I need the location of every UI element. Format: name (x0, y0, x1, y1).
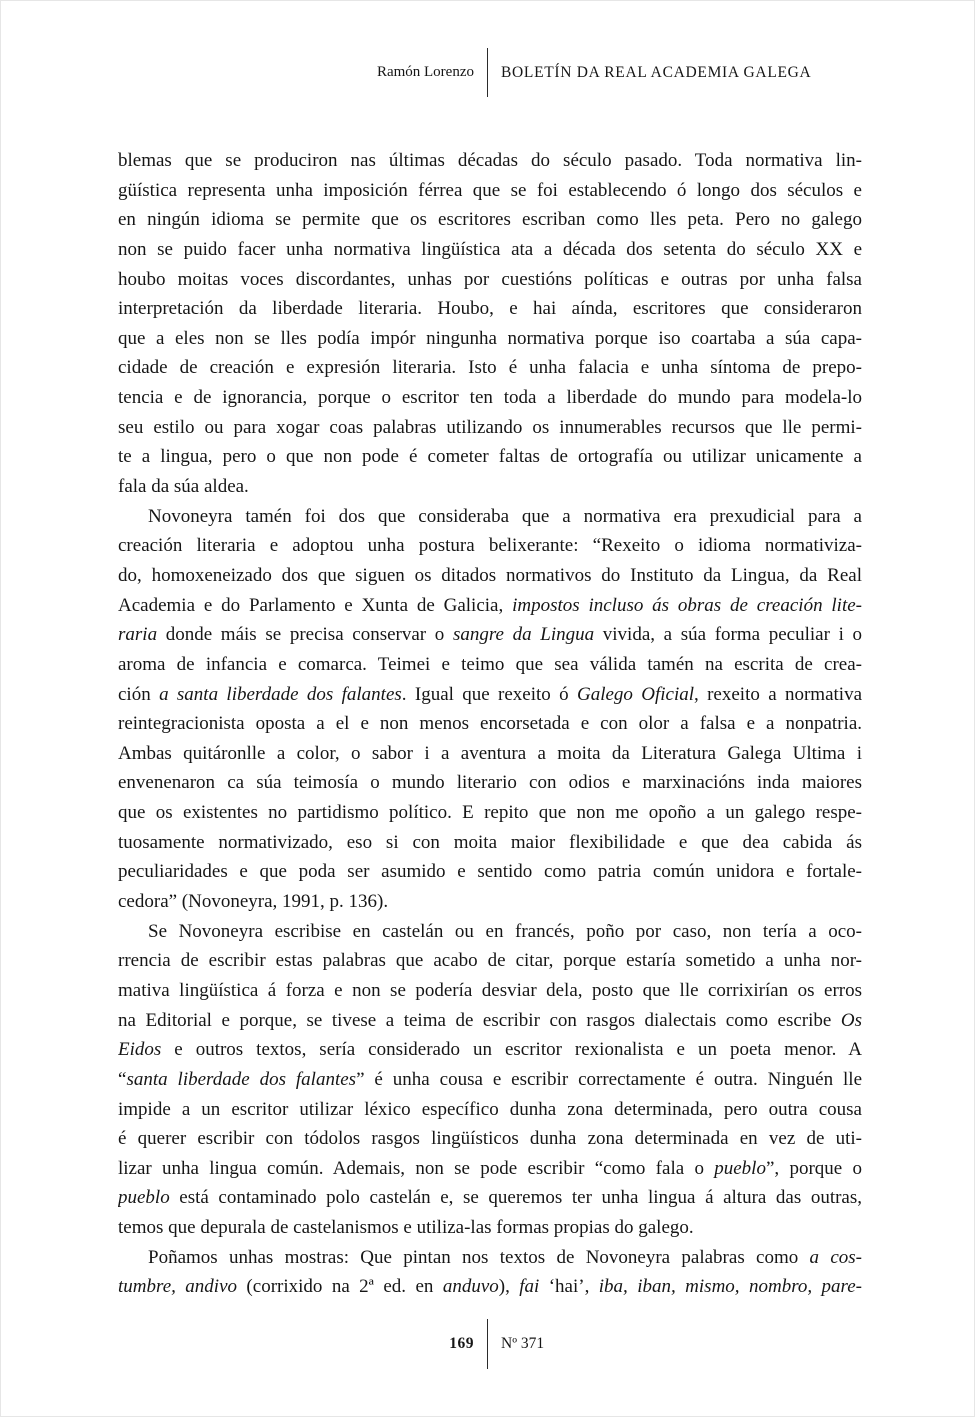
text-line: que a eles non se lles podía impór ningunha normativa porque iso coartaba a súa capa- (118, 327, 862, 349)
text-line: güística representa unha imposición férrea que se foi establecendo ó longo dos séculos e (118, 179, 862, 201)
text-line: lizar unha lingua común. Ademais, non se pode escribir “como fala o pueblo”, porque o (118, 1157, 862, 1179)
text-line: ción a santa liberdade dos falantes. Igual que rexeito ó Galego Oficial, rexeito a normativa (118, 683, 862, 705)
text-line: Poñamos unhas mostras: Que pintan nos textos de Novoneyra palabras como a cos- (148, 1246, 862, 1268)
text-line: “santa liberdade dos falantes” é unha cousa e escribir correctamente é outra. Ninguén lle (118, 1068, 862, 1090)
header-author: Ramón Lorenzo (376, 64, 474, 80)
text-line: non se puido facer unha normativa lingüística ata a década dos setenta do século XX e (118, 238, 862, 260)
text-line: na Editorial e porque, se tivese a teima de escribir con rasgos dialectais como escribe Os (118, 1009, 862, 1031)
header-journal-title: BOLETÍN DA REAL ACADEMIA GALEGA (501, 63, 812, 81)
text-line: en ningún idioma se permite que os escritores escriban como lles peta. Pero no galego (118, 209, 862, 231)
text-line: Academia e do Parlamento e Xunta de Galicia, impostos incluso ás obras de creación lite- (118, 594, 862, 616)
text-line: do, homoxeneizado dos que siguen os ditados normativos do Instituto da Lingua, da Real (118, 564, 862, 586)
text-line: mativa lingüística á forza e non se podería desviar dela, posto que lle corrixirían os erros (118, 979, 862, 1001)
text-line: é querer escribir con tódolos rasgos lingüísticos dunha zona determinada en vez de uti- (118, 1128, 862, 1150)
text-line: cedora” (Novoneyra, 1991, p. 136). (118, 891, 389, 913)
text-line: aroma de infancia e comarca. Teimei e teimo que sea válida tamén na escrita de crea- (118, 653, 862, 675)
text-line: tumbre, andivo (corrixido na 2ª ed. en anduvo), fai ‘hai’, iba, iban, mismo, nombro, pare- (118, 1276, 862, 1298)
article-body (118, 146, 862, 1302)
issue-number: Nº 371 (501, 1335, 545, 1352)
text-line: Eidos e outros textos, sería considerado un escritor rexionalista e un poeta menor. A (118, 1039, 862, 1061)
text-line: envenenaron ca súa teimosía o mundo literario con odios e marxinacións inda maiores (118, 772, 862, 794)
text-line: houbo moitas voces discordantes, unhas por cuestións políticas e outras por unha falsa (118, 268, 862, 290)
text-line: blemas que se produciron nas últimas décadas do século pasado. Toda normativa lin- (118, 150, 862, 171)
page-footer (0, 1319, 975, 1369)
text-line: raria donde máis se precisa conservar o sangre da Lingua vivida, a súa forma peculiar i o (118, 624, 862, 646)
text-line: reintegracionista oposta a el e non menos encorsetada e con olor a falsa e a nonpatria. (118, 713, 862, 735)
text-line: creación literaria e adoptou unha postura belixerante: “Rexeito o idioma normativiza- (118, 535, 862, 557)
text-line: te a lingua, pero o que non pode é cometer faltas de ortografía ou utilizar unicamente a (118, 446, 862, 468)
text-line: fala da súa aldea. (118, 476, 249, 498)
text-line: Se Novoneyra escribise en castelán ou en francés, poño por caso, non tería a oco- (148, 920, 862, 942)
text-line: temos que depurala de castelanismos e utiliza-las formas propias do galego. (118, 1217, 694, 1239)
text-line: que os existentes no partidismo político. E repito que non me opoño a un galego respe- (118, 802, 862, 824)
text-line: tencia e de ignorancia, porque o escritor ten toda a liberdade do mundo para modela-lo (118, 387, 862, 409)
text-line: pueblo está contaminado polo castelán e, se queremos ter unha lingua á altura das outras, (118, 1187, 862, 1209)
text-line: tuosamente normativizado, eso si con moita maior flexibilidade e que dea cabida ás (118, 831, 862, 853)
text-line: peculiaridades e que poda ser asumido e sentido como patria común unidora e fortale- (118, 861, 862, 883)
text-line: rrencia de escribir estas palabras que acabo de citar, porque estaría sometido a unha nor- (118, 950, 862, 972)
text-line: Ambas quitáronlle a color, o sabor i a aventura a moita da Literatura Galega Ultima i (118, 742, 862, 764)
text-line: seu estilo ou para xogar coas palabras utilizando os innumerables recursos que lle permi- (118, 416, 862, 438)
page-number: 169 (449, 1335, 474, 1352)
text-line: cidade de creación e expresión literaria. Isto é unha falacia e unha síntoma de prepo- (118, 357, 862, 379)
text-line: Novoneyra tamén foi dos que consideraba que a normativa era prexudicial para a (148, 505, 862, 527)
text-line: impide a un escritor utilizar léxico específico dunha zona determinada, pero outra cousa (118, 1098, 862, 1120)
page-header (0, 48, 975, 97)
text-line: interpretación da liberdade literaria. Houbo, e hai aínda, escritores que consideraron (118, 298, 862, 320)
